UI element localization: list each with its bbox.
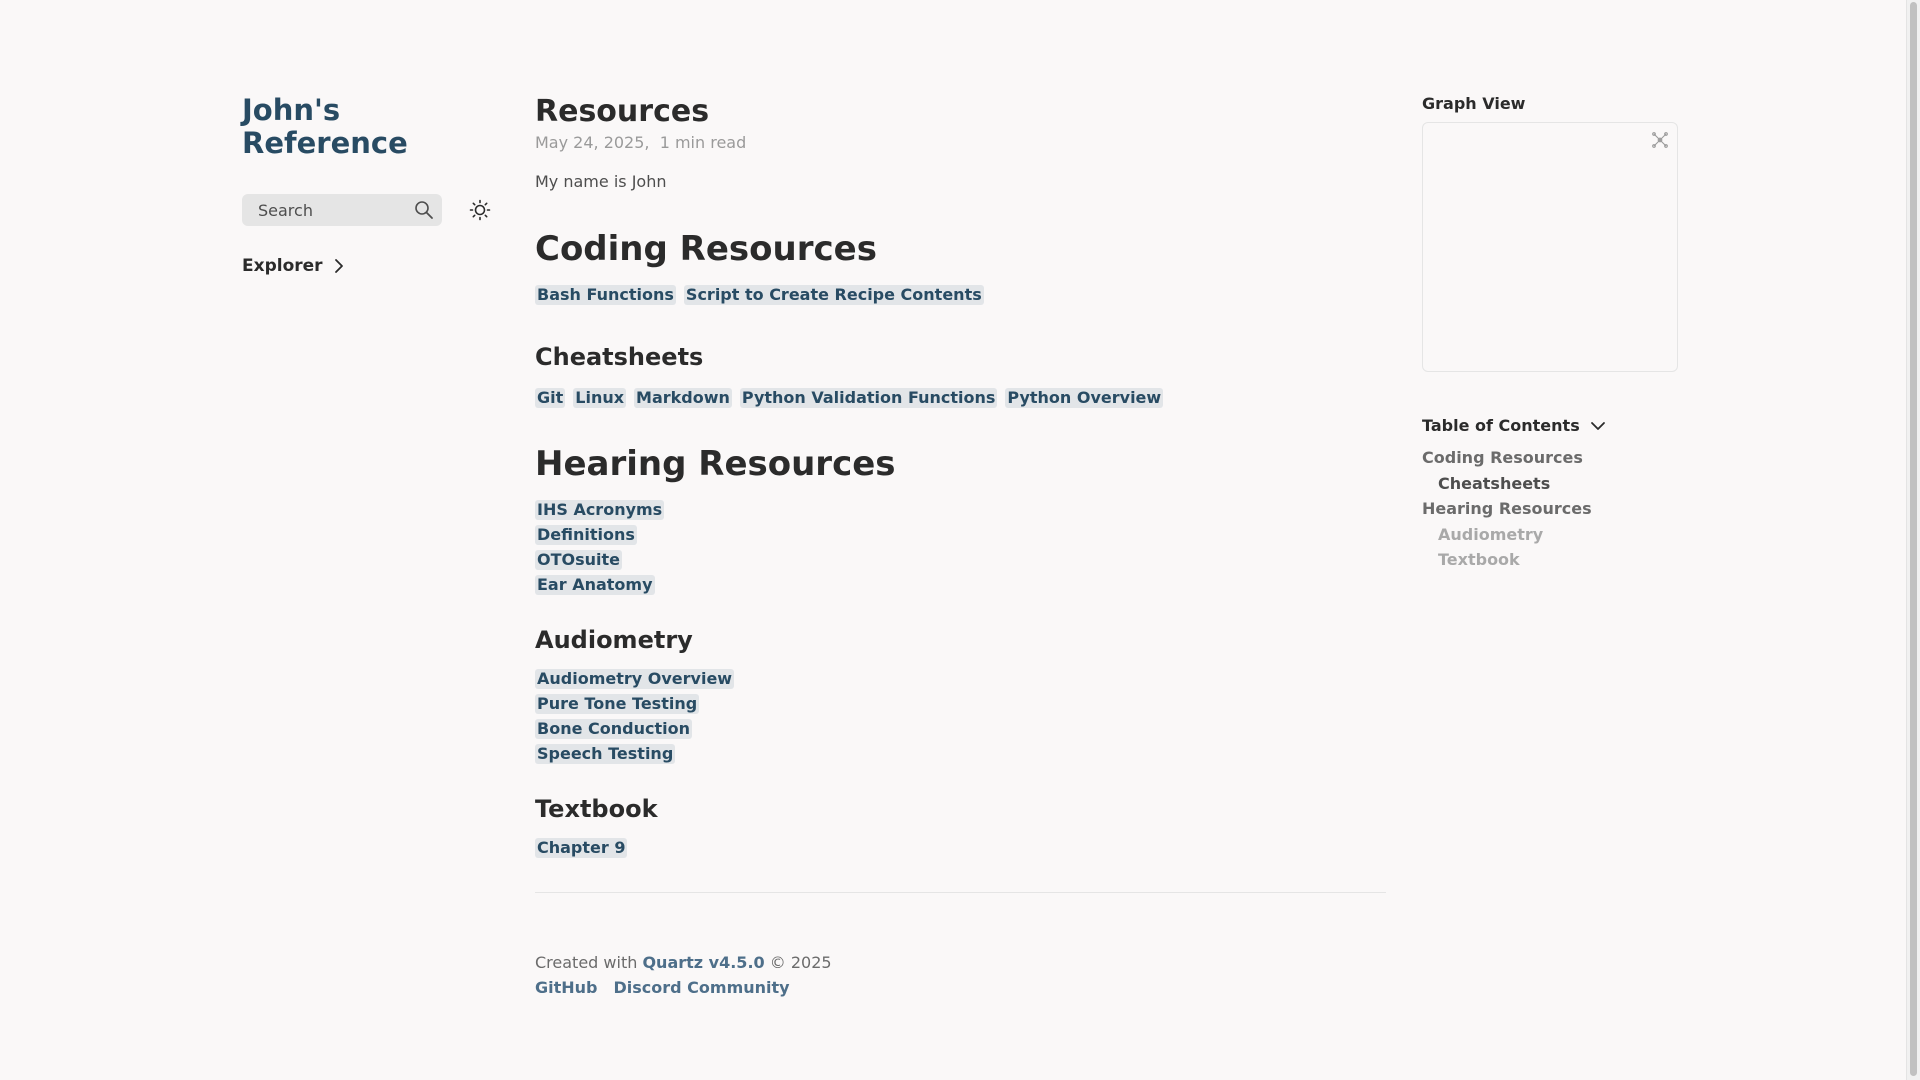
heading-audiometry: Audiometry [535,626,693,654]
footer-credit [535,953,1386,972]
link-bone-conduction[interactable]: Bone Conduction [537,719,690,738]
read-time: 1 min read [659,133,747,152]
audiometry-links [535,669,1386,764]
toc-list [1422,445,1678,573]
coding-links [535,285,1386,305]
link-bash-functions[interactable]: Bash Functions [537,285,674,304]
search-button[interactable] [242,194,442,226]
article-meta [535,133,1386,152]
toc-toggle[interactable] [1422,416,1678,435]
link-chapter-9[interactable]: Chapter 9 [537,838,626,857]
darkmode-toggle[interactable] [468,198,492,222]
search-icon [414,200,434,220]
graph-view[interactable] [1422,122,1678,372]
footer-copyright: © 2025 [769,953,832,972]
content-divider [535,892,1386,893]
link-python-overview[interactable]: Python Overview [1007,388,1162,407]
toc-item-cheatsheets[interactable]: Cheatsheets [1438,473,1551,493]
article [535,94,1386,997]
toc-item-coding-resources[interactable]: Coding Resources [1422,448,1583,467]
heading-coding-resources: Coding Resources [535,229,877,269]
footer-github-link[interactable]: GitHub [535,978,598,997]
link-definitions[interactable]: Definitions [537,525,635,544]
page-scrollbar[interactable] [1906,0,1920,1080]
link-git[interactable]: Git [537,388,564,407]
link-pure-tone-testing[interactable]: Pure Tone Testing [537,694,698,713]
cheatsheet-links [535,388,1386,408]
explorer-toggle[interactable] [242,256,502,276]
link-python-validation[interactable]: Python Validation Functions [741,388,996,407]
search-placeholder: Search [258,200,313,220]
heading-textbook: Textbook [535,795,658,823]
link-audiometry-overview[interactable]: Audiometry Overview [537,669,733,688]
chevron-right-icon [333,258,345,274]
footer [535,953,1386,997]
toc-item-textbook[interactable]: Textbook [1438,550,1520,569]
meta-separator: , [644,133,660,152]
textbook-links [535,838,1386,858]
footer-quartz-link[interactable]: Quartz v4.5.0 [642,953,765,972]
right-sidebar [1422,94,1678,573]
page-title: Resources [535,94,710,129]
link-markdown[interactable]: Markdown [636,388,730,407]
search-row [242,194,502,226]
footer-created-with: Created with [535,953,638,972]
toc-title: Table of Contents [1422,416,1580,435]
graph-view-title: Graph View [1422,94,1526,113]
link-script-recipe-contents[interactable]: Script to Create Recipe Contents [685,285,982,304]
left-sidebar [242,94,502,276]
heading-hearing-resources: Hearing Resources [535,444,896,484]
link-linux[interactable]: Linux [575,388,625,407]
toc-item-audiometry[interactable]: Audiometry [1438,524,1544,544]
link-ihs-acronyms[interactable]: IHS Acronyms [537,500,663,519]
link-otosuite[interactable]: OTOsuite [537,550,621,569]
sun-icon [469,199,491,221]
toc-item-hearing-resources[interactable]: Hearing Resources [1422,499,1592,518]
scrollbar-thumb[interactable] [1910,2,1917,1076]
footer-discord-link[interactable]: Discord Community [613,978,790,997]
article-date: May 24, 2025 [535,133,645,152]
heading-cheatsheets: Cheatsheets [535,343,704,371]
global-graph-icon[interactable] [1651,131,1669,149]
explorer-label: Explorer [242,256,323,276]
chevron-down-icon [1590,420,1606,432]
footer-links [535,978,1386,997]
hearing-links [535,500,1386,595]
intro-text: My name is John [535,172,667,191]
link-speech-testing[interactable]: Speech Testing [537,744,674,763]
link-ear-anatomy[interactable]: Ear Anatomy [537,575,653,594]
site-title[interactable]: John's Reference [242,93,408,160]
